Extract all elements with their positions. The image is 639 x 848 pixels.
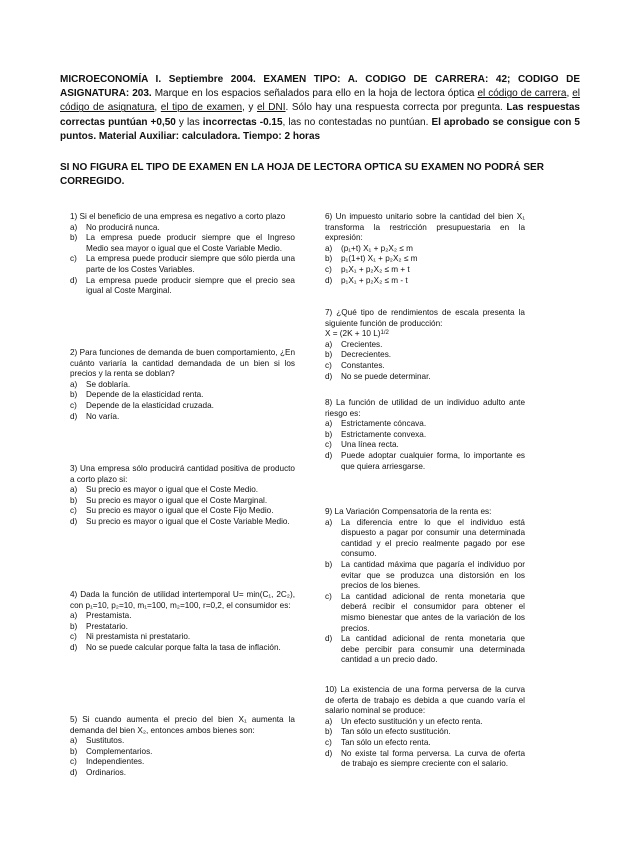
answer-option: [325, 254, 525, 265]
option-text: Complementarios.: [86, 746, 153, 756]
answer-option: [325, 727, 525, 738]
connector-text: y las: [178, 116, 200, 128]
option-letter: c): [325, 440, 332, 450]
option-letter: b): [70, 390, 78, 400]
option-letter: b): [70, 495, 78, 505]
underline-subject-code: el código de asignatura: [60, 88, 581, 114]
underline-exam-type: el tipo de examen: [160, 102, 243, 114]
answer-option: [70, 506, 295, 517]
question-block: [325, 507, 525, 666]
option-letter: c): [325, 591, 332, 601]
option-text: Independientes.: [86, 757, 145, 767]
instructions-text: Marque en los espacios señalados para ello en la hoja de lectora óptica: [154, 88, 475, 100]
option-letter: c): [70, 757, 77, 767]
option-letter: a): [70, 611, 78, 621]
question-stem: 5) Si cuando aumenta el precio del bien X₁ aumenta la demanda del bien X₂, entonces ambos bienes son:: [70, 715, 295, 735]
option-text: Una línea recta.: [341, 440, 399, 450]
option-text: La empresa puede producir siempre que el precio sea igual al Coste Marginal.: [86, 275, 295, 296]
option-text: No se puede calcular porque falta la tasa de inflación.: [86, 642, 281, 652]
option-text: Ordinarios.: [86, 767, 127, 777]
option-text: Ni prestamista ni prestatario.: [86, 632, 191, 642]
answer-option: [325, 361, 525, 372]
question-block: [325, 212, 525, 286]
option-text: La cantidad máxima que pagaría el individuo por evitar que se produzca una distorsión en los precios de los bienes.: [341, 559, 525, 591]
answer-option: [70, 768, 295, 779]
question-stem: 6) Un impuesto unitario sobre la cantidad del bien X₁ transforma la restricción presupuestaria en la expresión:: [325, 212, 525, 243]
answer-option: [325, 372, 525, 383]
question-block: [70, 348, 295, 422]
option-text: No se puede determinar.: [341, 371, 431, 381]
option-letter: b): [70, 746, 78, 756]
question-block: [70, 590, 295, 654]
question-block: [70, 715, 295, 779]
option-letter: a): [325, 716, 333, 726]
option-letter: b): [70, 621, 78, 631]
option-letter: c): [70, 506, 77, 516]
answer-option: [325, 430, 525, 441]
option-text: La cantidad adicional de renta monetaria que deberá recibir el consumidor para obtener el mismo bienestar que antes de la variación de los precios.: [341, 591, 525, 633]
option-letter: d): [325, 371, 333, 381]
single-answer-note: Sólo hay una respuesta correcta por pregunta.: [291, 102, 503, 114]
answer-option: [325, 717, 525, 728]
materials-time-note: Material Auxiliar: calculadora. Tiempo: 2 horas: [98, 130, 321, 142]
answer-option: [70, 496, 295, 507]
formula-base: X = (2K + 10 L): [325, 329, 381, 339]
option-text: Sustitutos.: [86, 736, 125, 746]
question-stem: 1) Si el beneficio de una empresa es negativo a corto plazo: [70, 212, 286, 221]
question-block: [70, 212, 295, 297]
option-letter: a): [325, 419, 333, 429]
option-text: Un efecto sustitución y un efecto renta.: [341, 716, 483, 726]
question-block: [325, 685, 525, 770]
answer-option: [325, 749, 525, 770]
option-text: Su precio es mayor o igual que el Coste Marginal.: [86, 495, 268, 505]
option-letter: c): [70, 254, 77, 264]
option-text: p₁(1+t) X₁ + p₂X₂ ≤ m: [341, 254, 418, 264]
answer-option: [325, 419, 525, 430]
option-text: La cantidad adicional de renta monetaria que debe percibir para consumir una determinada cantidad a un precio dado.: [341, 634, 525, 665]
option-text: p₁X₁ + p₂X₂ ≤ m + t: [341, 264, 410, 274]
option-text: Estrictamente convexa.: [341, 429, 427, 439]
answer-option: [70, 276, 295, 297]
option-letter: b): [325, 254, 333, 264]
option-text: Crecientes.: [341, 339, 383, 349]
option-letter: c): [325, 360, 332, 370]
option-text: Prestatario.: [86, 621, 128, 631]
option-letter: d): [325, 634, 333, 644]
answer-option: [70, 233, 295, 254]
answer-option: [70, 401, 295, 412]
option-text: No varía.: [86, 411, 120, 421]
answer-option: [325, 265, 525, 276]
option-text: Puede adoptar cualquier forma, lo importante es que quiera arriesgarse.: [341, 450, 525, 471]
option-letter: a): [70, 736, 78, 746]
option-letter: c): [325, 264, 332, 274]
answer-option: [70, 632, 295, 643]
correct-score-note: Las respuestas correctas puntúan +0,50: [60, 102, 580, 128]
answer-option: [325, 634, 525, 666]
answer-option: [70, 380, 295, 391]
option-letter: d): [325, 450, 333, 460]
option-letter: a): [325, 517, 333, 527]
question-block: [70, 464, 295, 528]
question-stem: 8) La función de utilidad de un individuo adulto ante riesgo es:: [325, 398, 525, 418]
option-text: p₁X₁ + p₂X₂ ≤ m - t: [341, 275, 408, 285]
option-text: Su precio es mayor o igual que el Coste Fijo Medio.: [86, 506, 274, 516]
option-letter: b): [325, 727, 333, 737]
underline-dni: el DNI: [256, 102, 286, 114]
formula-exponent: 1/2: [380, 330, 389, 337]
answer-option: [70, 736, 295, 747]
answer-option: [325, 738, 525, 749]
answer-option: [325, 451, 525, 472]
question-stem: 9) La Variación Compensatoria de la renta es:: [325, 507, 492, 516]
option-text: (p₁+t) X₁ + p₂X₂ ≤ m: [341, 243, 413, 253]
exam-header: MICROECONOMÍA I. Septiembre 2004. EXAMEN TIPO: A. CODIGO DE CARRERA: 42; CODIGO DE ASIGNATURA: 203. Marque en los espacios señalados para ello en la hoja de lectora óptica el código de carrera, el código de asignatura, el tipo de examen, y el DNI. Sólo hay una respuesta correcta por pregunta. Las respuestas correctas puntúan +0,50 y las incorrectas -0.15, las no contestadas no puntúan. El aprobado se consigue con 5 puntos. Material Auxiliar: calculadora. Tiempo: 2 horas: [60, 74, 581, 142]
question-block: [325, 308, 525, 382]
option-text: Tan sólo un efecto renta.: [341, 737, 431, 747]
option-letter: d): [70, 767, 78, 777]
option-text: No producirá nunca.: [86, 222, 160, 232]
answer-option: [70, 390, 295, 401]
exam-type-warning: SI NO FIGURA EL TIPO DE EXAMEN EN LA HOJA DE LECTORA OPTICA SU EXAMEN NO PODRÁ SER CORREGIDO.: [60, 162, 544, 187]
option-letter: a): [325, 339, 333, 349]
answer-option: [325, 592, 525, 634]
option-letter: b): [325, 559, 333, 569]
answer-option: [325, 518, 525, 560]
option-letter: b): [70, 233, 78, 243]
option-text: Tan sólo un efecto sustitución.: [341, 727, 451, 737]
option-text: Estrictamente cóncava.: [341, 419, 427, 429]
question-stem: 2) Para funciones de demanda de buen comportamiento, ¿En cuánto variaría la cantidad demandada de un bien si los precios y la renta se doblan?: [70, 348, 295, 379]
option-letter: c): [70, 632, 77, 642]
answer-option: [70, 485, 295, 496]
option-text: No existe tal forma perversa. La curva de oferta de trabajo es siempre creciente con el salario.: [341, 748, 525, 769]
option-letter: d): [70, 411, 78, 421]
answer-option: [70, 643, 295, 654]
option-text: Prestamista.: [86, 611, 132, 621]
option-text: Decrecientes.: [341, 350, 392, 360]
option-text: Depende de la elasticidad renta.: [86, 390, 204, 400]
option-letter: d): [70, 642, 78, 652]
underline-career-code: el código de carrera: [477, 88, 567, 100]
option-text: Constantes.: [341, 360, 385, 370]
answer-option: [325, 340, 525, 351]
question-stem: 7) ¿Qué tipo de rendimientos de escala presenta la siguiente función de producción:: [325, 308, 525, 328]
exam-title: MICROECONOMÍA I. Septiembre 2004. EXAMEN TIPO: A. CODIGO DE CARRERA: 42; CODIGO DE ASIGNATURA: 203.: [60, 74, 580, 100]
option-letter: d): [70, 275, 78, 285]
unanswered-note: , las no contestadas no puntúan.: [282, 116, 429, 128]
question-stem: 10) La existencia de una forma perversa de la curva de oferta de trabajo es debida a que cuando varía el salario nominal se produce:: [325, 685, 525, 716]
answer-option: [325, 560, 525, 592]
answer-option: [70, 622, 295, 633]
pass-note: El aprobado se consigue con 5 puntos.: [60, 116, 580, 142]
option-text: Se doblaría.: [86, 379, 131, 389]
answer-option: [70, 223, 295, 234]
incorrect-score-note: incorrectas -0.15: [202, 116, 283, 128]
answer-option: [325, 350, 525, 361]
answer-option: [70, 747, 295, 758]
option-letter: b): [325, 429, 333, 439]
answer-option: [70, 412, 295, 423]
question-stem: 4) Dada la función de utilidad intertemporal U= min(C₁, 2C₂), con p₁=10, p₂=10, m₁=100, m₂=100, r=0,2, el consumidor es:: [70, 590, 295, 610]
answer-option: [70, 517, 295, 528]
option-letter: a): [325, 243, 333, 253]
answer-option: [70, 254, 295, 275]
answer-option: [325, 440, 525, 451]
option-letter: c): [70, 400, 77, 410]
option-text: La diferencia entre lo que el individuo está dispuesto a pagar por consumir una determinada cantidad y el precio realmente pagado por ese consumo.: [341, 517, 525, 559]
answer-option: [70, 757, 295, 768]
option-text: Depende de la elasticidad cruzada.: [86, 400, 214, 410]
option-letter: c): [325, 737, 332, 747]
option-text: La empresa puede producir siempre que sólo pierda una parte de los Costes Variables.: [86, 254, 295, 274]
option-text: La empresa puede producir siempre que el Ingreso Medio sea mayor o igual que el Coste Variable Medio.: [86, 233, 295, 253]
option-letter: a): [70, 379, 78, 389]
option-letter: a): [70, 222, 78, 232]
option-letter: d): [325, 748, 333, 758]
question-block: [325, 398, 525, 472]
answer-option: [325, 244, 525, 255]
question-stem: 3) Una empresa sólo producirá cantidad positiva de producto a corto plazo si:: [70, 464, 295, 484]
production-function-formula: [325, 329, 525, 340]
answer-option: [325, 276, 525, 287]
option-text: Su precio es mayor o igual que el Coste Variable Medio.: [86, 516, 290, 526]
option-letter: d): [325, 275, 333, 285]
option-text: Su precio es mayor o igual que el Coste Medio.: [86, 485, 259, 495]
answer-option: [70, 611, 295, 622]
option-letter: b): [325, 350, 333, 360]
option-letter: d): [70, 516, 78, 526]
option-letter: a): [70, 485, 78, 495]
